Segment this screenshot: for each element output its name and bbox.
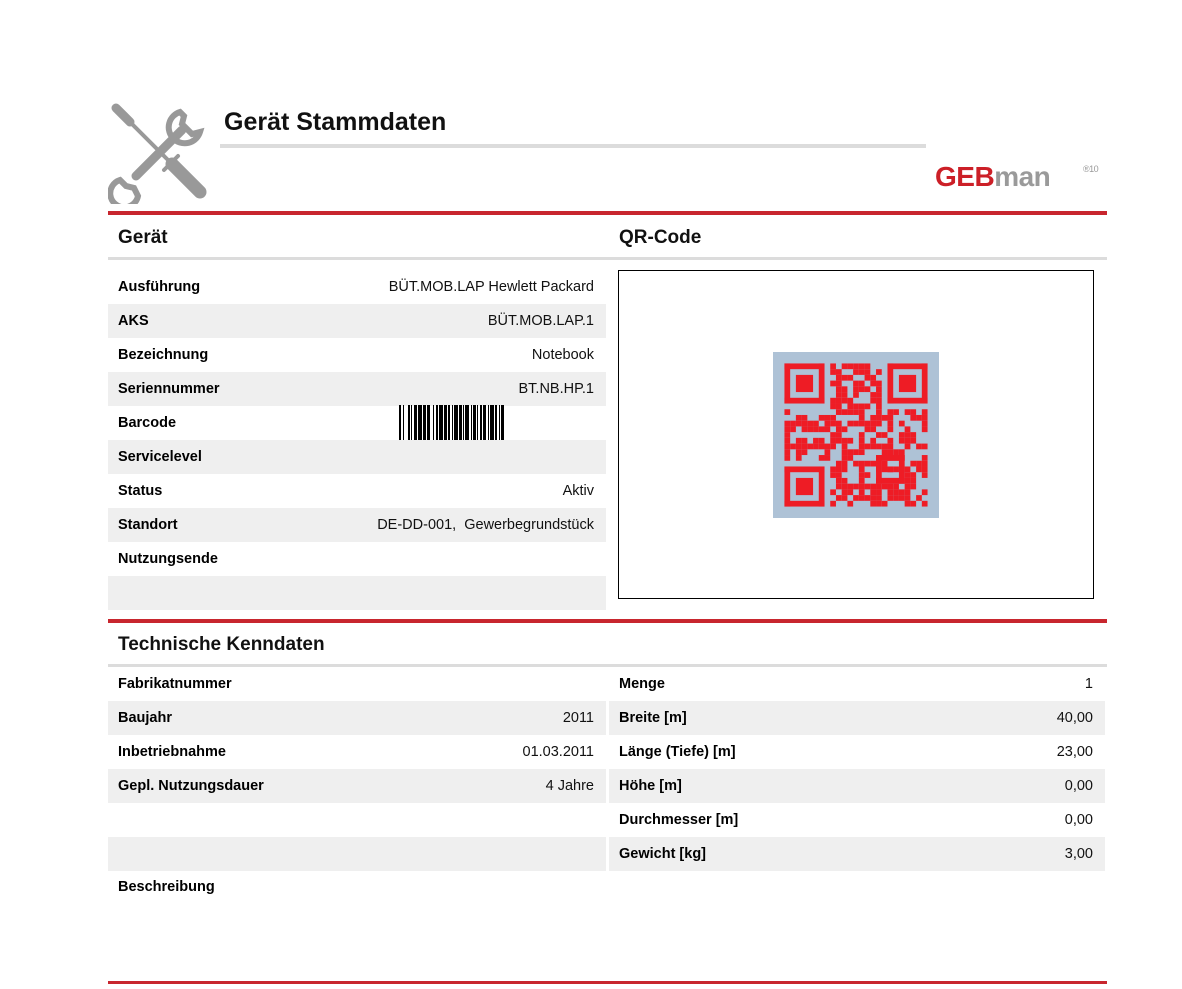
field-value: BÜT.MOB.LAP Hewlett Packard <box>388 279 594 295</box>
logo-part-man: man <box>994 161 1051 192</box>
field-row <box>108 735 606 769</box>
logo-part-geb: GEB <box>935 161 995 192</box>
field-label: Ausführung <box>118 279 201 295</box>
field-label: Gewicht [kg] <box>619 846 707 862</box>
field-value: 4 Jahre <box>545 778 594 794</box>
field-row <box>108 270 606 304</box>
field-row <box>108 576 606 610</box>
section-divider-middle <box>108 619 1107 623</box>
barcode-image <box>399 405 504 440</box>
field-value: 23,00 <box>1056 744 1093 760</box>
field-row <box>609 803 1105 837</box>
field-label: Nutzungsende <box>118 551 218 567</box>
field-label: Inbetriebnahme <box>118 744 226 760</box>
field-label: Breite [m] <box>619 710 687 726</box>
field-row <box>108 474 606 508</box>
section-divider-top <box>108 211 1107 215</box>
field-value: 3,00 <box>1064 846 1093 862</box>
field-value: 2011 <box>562 710 594 726</box>
field-value: 40,00 <box>1056 710 1093 726</box>
field-row <box>108 769 606 803</box>
section-divider-bottom <box>108 981 1107 984</box>
tools-icon <box>108 100 212 204</box>
field-value: DE-DD-001, Gewerbegrundstück <box>377 517 594 533</box>
field-label: Baujahr <box>118 710 172 726</box>
section-underline <box>108 257 1107 260</box>
field-value: BÜT.MOB.LAP.1 <box>487 313 594 329</box>
field-label: Servicelevel <box>118 449 202 465</box>
field-value: 0,00 <box>1064 812 1093 828</box>
page-title: Gerät Stammdaten <box>224 108 447 136</box>
field-label: AKS <box>118 313 149 329</box>
field-row <box>108 542 606 576</box>
field-row <box>108 803 606 837</box>
field-value: BT.NB.HP.1 <box>518 381 594 397</box>
field-value: Notebook <box>531 347 594 363</box>
qr-code-frame <box>618 270 1094 599</box>
field-row <box>108 406 606 440</box>
field-row <box>108 304 606 338</box>
field-value: Aktiv <box>562 483 594 499</box>
field-row <box>108 837 606 871</box>
field-row <box>108 440 606 474</box>
beschreibung-row <box>108 870 606 904</box>
field-row <box>108 338 606 372</box>
field-row <box>108 667 606 701</box>
field-label: Durchmesser [m] <box>619 812 739 828</box>
field-row <box>609 735 1105 769</box>
field-label: Bezeichnung <box>118 347 209 363</box>
field-label: Höhe [m] <box>619 778 682 794</box>
field-value: 0,00 <box>1064 778 1093 794</box>
field-row <box>609 769 1105 803</box>
gebman-logo <box>935 161 1099 192</box>
field-row <box>108 508 606 542</box>
field-label: Länge (Tiefe) [m] <box>619 744 736 760</box>
field-label: Standort <box>118 517 178 533</box>
field-row <box>609 701 1105 735</box>
field-label: Gepl. Nutzungsdauer <box>118 778 264 794</box>
field-label: Barcode <box>118 415 177 431</box>
field-label: Status <box>118 483 163 499</box>
field-value: 1 <box>1084 676 1093 692</box>
section-title-technische: Technische Kenndaten <box>118 634 325 655</box>
field-value: 01.03.2011 <box>522 744 594 760</box>
field-label: Fabrikatnummer <box>118 676 232 692</box>
section-title-geraet: Gerät <box>118 227 168 248</box>
field-row <box>609 837 1105 871</box>
field-label: Beschreibung <box>118 879 215 895</box>
section-title-qrcode: QR-Code <box>619 227 702 248</box>
field-row <box>609 667 1105 701</box>
field-row <box>108 701 606 735</box>
field-row <box>108 372 606 406</box>
field-label: Seriennummer <box>118 381 220 397</box>
qr-code-image <box>773 352 939 518</box>
title-divider <box>220 144 926 148</box>
logo-version: ®10 <box>1083 164 1099 174</box>
field-label: Menge <box>619 676 665 692</box>
